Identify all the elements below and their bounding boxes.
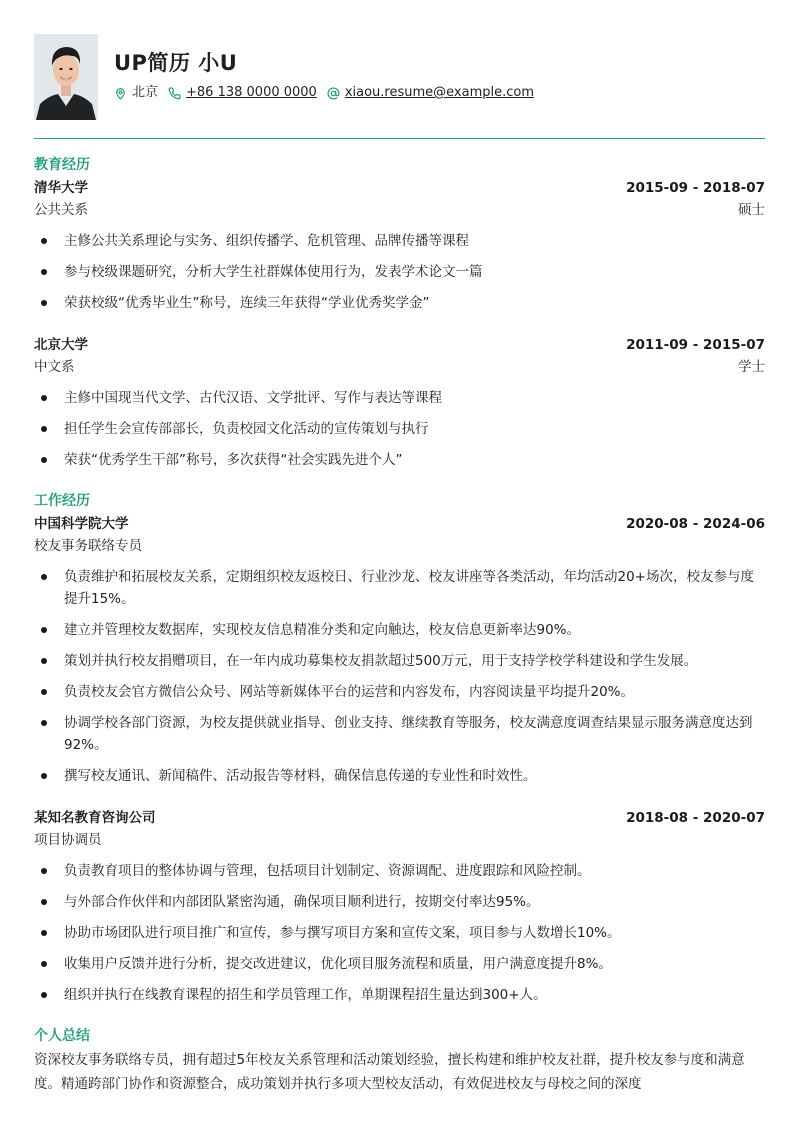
entry-header xyxy=(34,177,765,199)
degree: 学士 xyxy=(738,359,765,375)
bullet-item: 负责校友会官方微信公众号、网站等新媒体平台的运营和内容发布，内容阅读量平均提升20%。 xyxy=(34,681,765,703)
education-entry xyxy=(34,334,765,471)
major: 公共关系 xyxy=(34,202,88,218)
at-sign-icon xyxy=(327,87,340,100)
contact-email[interactable] xyxy=(327,84,534,102)
bullet-item: 组织并执行在线教育课程的招生和学员管理工作，单期课程招生量达到300+人。 xyxy=(34,984,765,1006)
entry-dates: 2015-09 - 2018-07 xyxy=(626,180,765,196)
job-role: 校友事务联络专员 xyxy=(34,538,142,554)
entry-header xyxy=(34,807,765,829)
bullet-item: 荣获校级“优秀毕业生”称号，连续三年获得“学业优秀奖学金” xyxy=(34,292,765,314)
location-text: 北京 xyxy=(132,85,159,100)
contact-phone[interactable] xyxy=(168,84,317,102)
profile-photo xyxy=(34,34,98,120)
bullet-item: 负责维护和拓展校友关系，定期组织校友返校日、行业沙龙、校友讲座等各类活动，年均活动20+场次，校友参与度提升15%。 xyxy=(34,566,765,610)
phone-link[interactable]: +86 138 0000 0000 xyxy=(186,85,317,100)
work-section xyxy=(34,491,765,1006)
education-section xyxy=(34,155,765,471)
summary-text: 资深校友事务联络专员，拥有超过5年校友关系管理和活动策划经验，擅长构建和维护校友社群，提升校友参与度和满意度。精通跨部门协作和资源整合，成功策划并执行多项大型校友活动，有效促进校友与母校之间的深度 xyxy=(34,1052,745,1092)
work-entry xyxy=(34,513,765,787)
job-role: 项目协调员 xyxy=(34,832,102,848)
location-pin-icon xyxy=(114,87,127,100)
email-link[interactable]: xiaou.resume@example.com xyxy=(344,85,535,100)
resume-header xyxy=(34,34,765,122)
bullet-item: 策划并执行校友捐赠项目，在一年内成功募集校友捐款超过500万元，用于支持学校学科建设和学生发展。 xyxy=(34,650,765,672)
degree: 硕士 xyxy=(738,202,765,218)
candidate-name: UP简历 小U xyxy=(114,51,238,75)
bullet-list xyxy=(34,566,765,787)
bullet-item: 荣获“优秀学生干部”称号，多次获得“社会实践先进个人” xyxy=(34,449,765,471)
phone-icon xyxy=(168,87,181,100)
major: 中文系 xyxy=(34,359,75,375)
bullet-item: 建立并管理校友数据库，实现校友信息精准分类和定向触达，校友信息更新率达90%。 xyxy=(34,619,765,641)
entry-subheader xyxy=(34,199,765,221)
bullet-item: 与外部合作伙伴和内部团队紧密沟通，确保项目顺利进行，按期交付率达95%。 xyxy=(34,891,765,913)
summary-section xyxy=(34,1026,765,1096)
header-divider xyxy=(34,138,765,139)
work-entry xyxy=(34,807,765,1006)
entry-header xyxy=(34,513,765,535)
entry-dates: 2018-08 - 2020-07 xyxy=(626,810,765,826)
bullet-item: 参与校级课题研究，分析大学生社群媒体使用行为，发表学术论文一篇 xyxy=(34,261,765,283)
entry-subheader xyxy=(34,356,765,378)
header-info xyxy=(114,34,544,102)
company-name: 某知名教育咨询公司 xyxy=(34,810,156,826)
section-title-education: 教育经历 xyxy=(34,157,90,173)
company-name: 中国科学院大学 xyxy=(34,516,129,532)
education-entry xyxy=(34,177,765,314)
contact-row xyxy=(114,84,544,102)
bullet-item: 负责教育项目的整体协调与管理，包括项目计划制定、资源调配、进度跟踪和风险控制。 xyxy=(34,860,765,882)
bullet-item: 收集用户反馈并进行分析，提交改进建议，优化项目服务流程和质量，用户满意度提升8%。 xyxy=(34,953,765,975)
entry-subheader xyxy=(34,535,765,557)
entry-dates: 2020-08 - 2024-06 xyxy=(626,516,765,532)
bullet-item: 撰写校友通讯、新闻稿件、活动报告等材料，确保信息传递的专业性和时效性。 xyxy=(34,765,765,787)
school-name: 清华大学 xyxy=(34,180,88,196)
section-title-work: 工作经历 xyxy=(34,493,90,509)
bullet-list xyxy=(34,387,765,471)
school-name: 北京大学 xyxy=(34,337,88,353)
contact-location xyxy=(114,84,158,102)
entry-header xyxy=(34,334,765,356)
bullet-item: 主修中国现当代文学、古代汉语、文学批评、写作与表达等课程 xyxy=(34,387,765,409)
bullet-item: 协助市场团队进行项目推广和宣传，参与撰写项目方案和宣传文案，项目参与人数增长10%。 xyxy=(34,922,765,944)
entry-dates: 2011-09 - 2015-07 xyxy=(626,337,765,353)
bullet-item: 协调学校各部门资源，为校友提供就业指导、创业支持、继续教育等服务，校友满意度调查结果显示服务满意度达到92%。 xyxy=(34,712,765,756)
bullet-list xyxy=(34,860,765,1006)
bullet-item: 主修公共关系理论与实务、组织传播学、危机管理、品牌传播等课程 xyxy=(34,230,765,252)
entry-subheader xyxy=(34,829,765,851)
bullet-list xyxy=(34,230,765,314)
section-title-summary: 个人总结 xyxy=(34,1028,90,1044)
bullet-item: 担任学生会宣传部部长，负责校园文化活动的宣传策划与执行 xyxy=(34,418,765,440)
